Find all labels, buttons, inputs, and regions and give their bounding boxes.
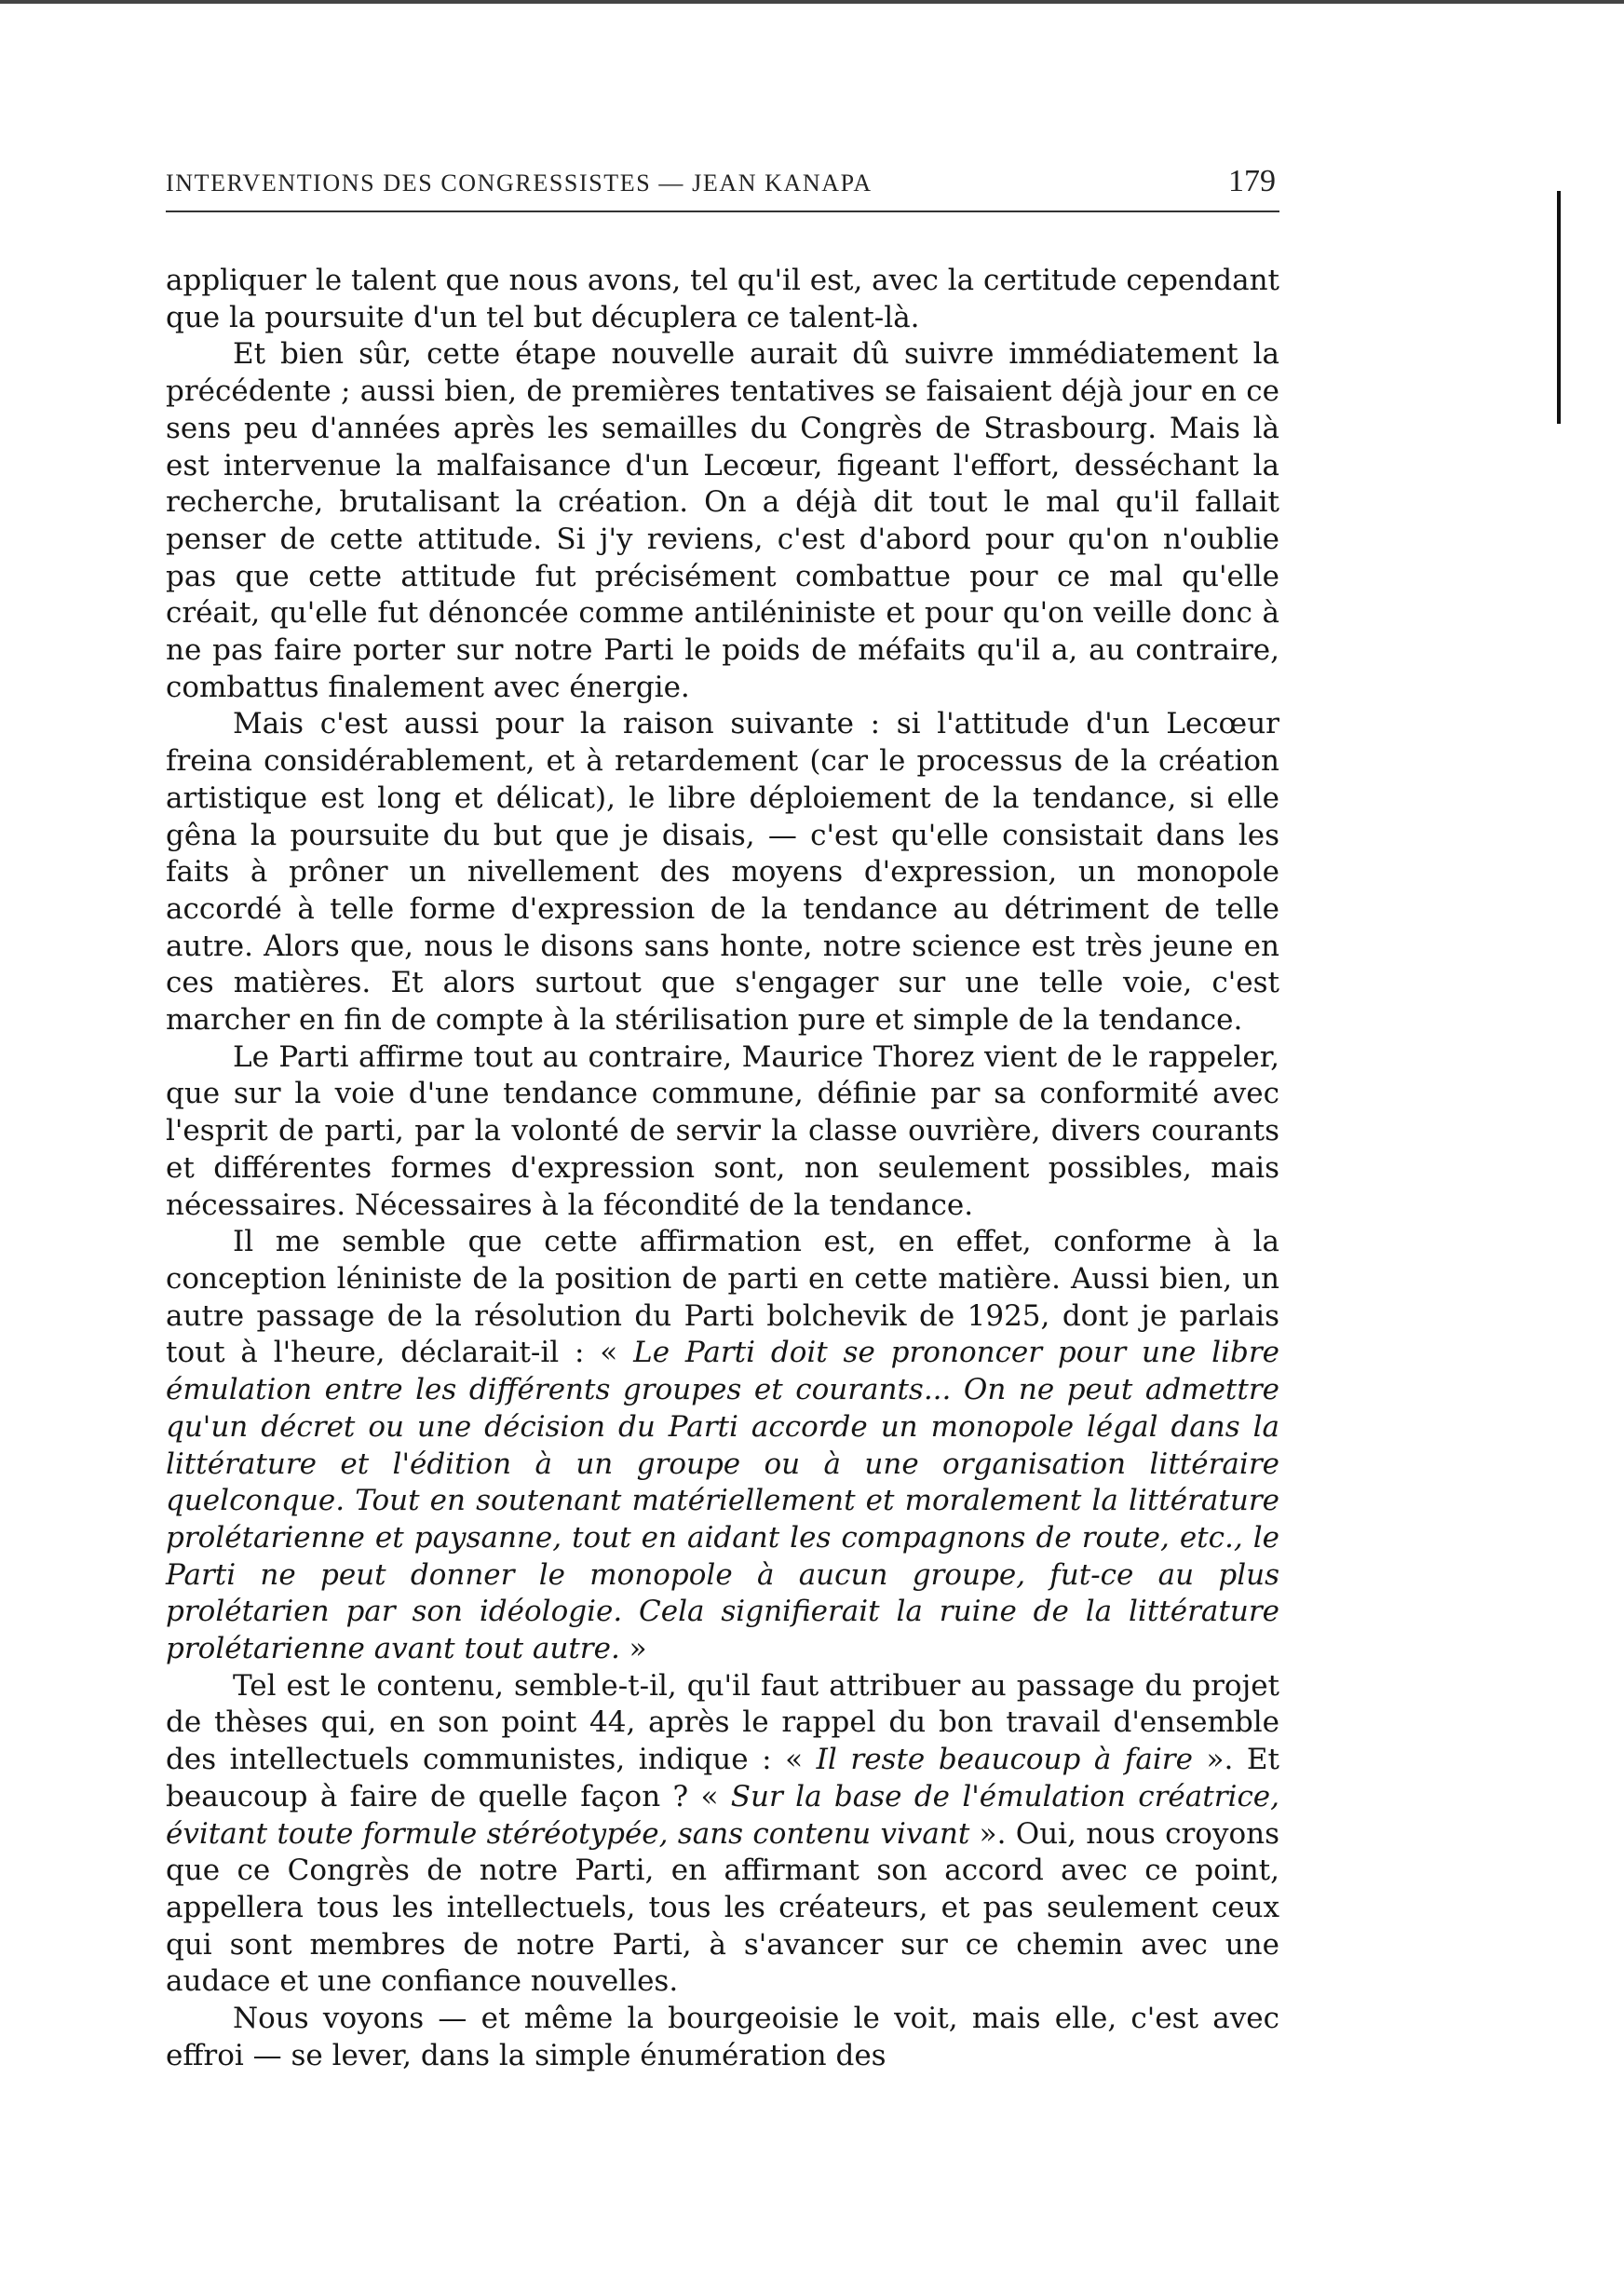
paragraph [166,1039,1279,1225]
text-run: Tel est le contenu, semble-t-il, qu'il faut attribuer au passage du projet de thèses qui, en son point 44, après le rappel du bon travail d'ensemble des intellectuels communistes, indique : « [166,1668,1279,1777]
paragraph [166,1668,1279,2001]
page-number: 179 [1228,164,1276,198]
text-run: Mais c'est aussi pour la raison suivante : si l'attitude d'un Lecœur freina considérablement, et à retardement (car le processus de la création artistique est long et délicat), le libre déploiement de la tendance, si elle gêna la poursuite du but que je disais, — c'est qu'elle consistait dans les faits à prôner un nivellement des moyens d'expression, un monopole accordé à telle forme d'expression de la tendance au détriment de telle autre. Alors que, nous le disons sans honte, notre science est très jeune en ces matières. Et alors surtout que s'engager sur une telle voie, c'est marcher en fin de compte à la stérilisation pure et simple de la tendance. [166,707,1279,1038]
page-header [166,164,1279,199]
running-head: INTERVENTIONS DES CONGRESSISTES — JEAN KANAPA [166,170,873,197]
paragraph [166,336,1279,706]
quoted-text: Sur la base de l'émulation créatrice, évitant toute formule stéréotypée, sans contenu vivant [166,1779,1280,1851]
header-rule [166,210,1279,212]
page-top-edge-line [0,0,1624,4]
paragraph [166,1224,1279,1667]
text-run: ». Oui, nous croyons que ce Congrès de notre Parti, en affirmant son accord avec ce point, appellera tous les intellectuels, tous les créateurs, et pas seulement ceux qui sont membres de notre Parti, à s'avancer sur ce chemin avec une audace et une confiance nouvelles. [166,1816,1279,1999]
text-run: ». Et beaucoup à faire de quelle façon ? « [166,1743,1279,1813]
quoted-text: Le Parti doit se prononcer pour une libre émulation entre les différents groupes et courants... On ne peut admettre qu'un décret ou une décision du Parti accorde un monopole légal dans la littérature et l'édition à un groupe ou à une organisation littéraire quelconque. Tout en soutenant matériellement et moralement la littérature prolétarienne et paysanne, tout en aidant les compagnons de route, etc., le Parti ne peut donner le monopole à aucun groupe, fut-ce au plus prolétarien par son idéologie. Cela signifierait la ruine de la littérature prolétarienne avant tout autre. [166,1336,1280,1666]
text-run: Nous voyons — et même la bourgeoisie le voit, mais elle, c'est avec effroi — se lever, dans la simple énumération des [166,2002,1279,2072]
body-text [166,263,1279,2074]
margin-mark [1557,191,1561,424]
text-run: Le Parti affirme tout au contraire, Maurice Thorez vient de le rappeler, que sur la voie d'une tendance commune, définie par sa conformité avec l'esprit de parti, par la volonté de servir la classe ouvrière, divers courants et différentes formes d'expression sont, non seulement possibles, mais nécessaires. Nécessaires à la fécondité de la tendance. [166,1039,1279,1222]
paragraph [166,2001,1279,2074]
text-run: » [619,1632,647,1666]
paragraph [166,706,1279,1039]
paragraph [166,263,1279,336]
text-run: appliquer le talent que nous avons, tel qu'il est, avec la certitude cependant que la poursuite d'un tel but décuplera ce talent-là. [166,264,1279,334]
text-run: Il me semble que cette affirmation est, en effet, conforme à la conception léniniste de la position de parti en cette matière. Aussi bien, un autre passage de la résolution du Parti bolchevik de 1925, dont je parlais tout à l'heure, déclarait-il : « [166,1225,1279,1370]
text-run: Et bien sûr, cette étape nouvelle aurait dû suivre immédiatement la précédente ; aussi bien, de premières tentatives se faisaient déjà jour en ce sens peu d'années après les semailles du Congrès de Strasbourg. Mais là est intervenue la malfaisance d'un Lecœur, figeant l'effort, desséchant la recherche, brutalisant la création. On a déjà dit tout le mal qu'il fallait penser de cette attitude. Si j'y reviens, c'est d'abord pour qu'on n'oublie pas que cette attitude fut précisément combattue pour ce mal qu'elle créait, qu'elle fut dénoncée comme antiléniniste et pour qu'on veille donc à ne pas faire porter sur notre Parti le poids de méfaits qu'il a, au contraire, combattus finalement avec énergie. [166,337,1279,704]
quoted-text: Il reste beaucoup à faire [816,1743,1193,1777]
